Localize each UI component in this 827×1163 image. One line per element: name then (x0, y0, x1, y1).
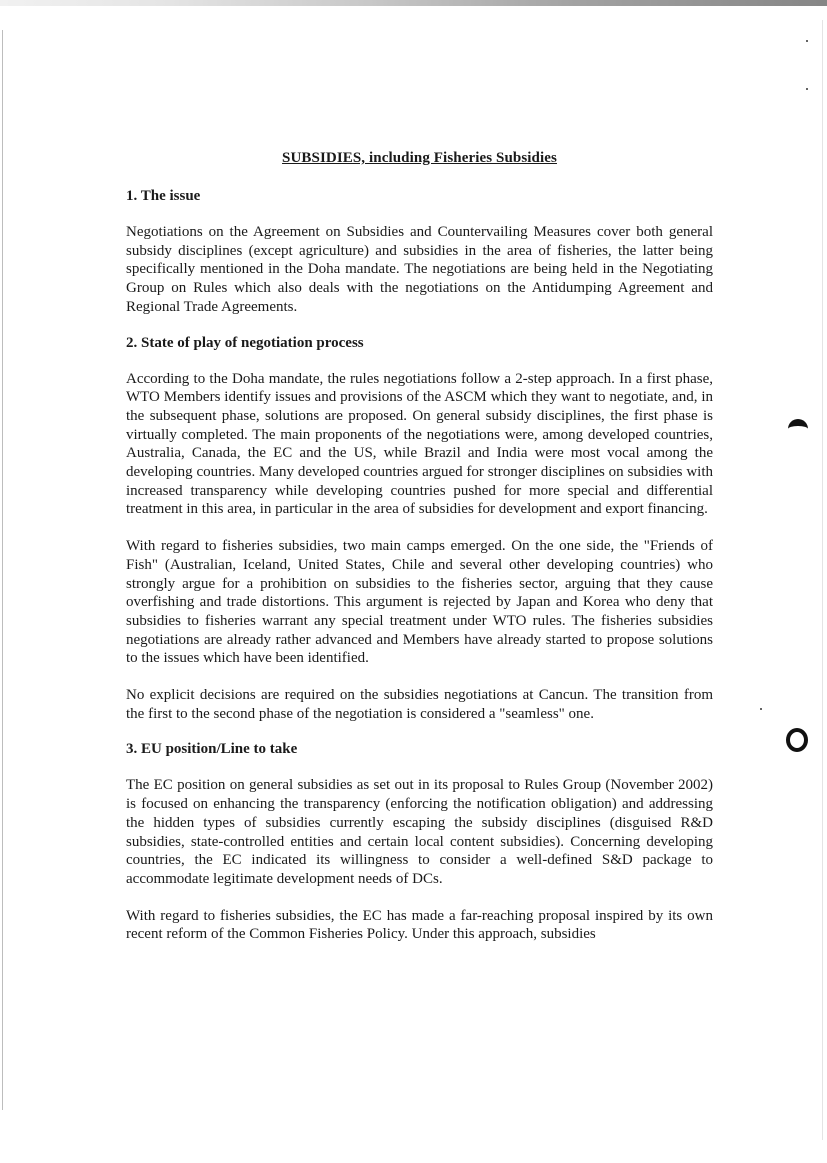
paragraph-fisheries-camps: With regard to fisheries subsidies, two main camps emerged. On the one side, the "Friends of Fish" (Australian, Iceland, United States, Chile and several other developing countries) who strongly argue for a prohibition on subsidies to the fisheries sector, arguing that they cause overfishing and trade distortions. This argument is rejected by Japan and Korea who deny that subsidies to fisheries warrant any special treatment under WTO rules. The fisheries subsidies negotiations are already rather advanced and Members have already started to propose solutions to the issues which have been identified. (126, 538, 713, 667)
paragraph-ec-fisheries: With regard to fisheries subsidies, the EC has made a far-reaching proposal inspired by its own recent reform of the Common Fisheries Policy. Under this approach, subsidies (126, 907, 713, 943)
paragraph-ec-general-subsidies: The EC position on general subsidies as set out in its proposal to Rules Group (November 2002) is focused on enhancing the transparency (enforcing the notification obligation) and addressing the hidden types of subsidies currently escaping the subsidy disciplines (disguised R&D subsidies, state-controlled entities and certain local content subsidies). Concerning developing countries, the EC indicated its willingness to consider a well-defined S&D package to accommodate legitimate development needs of DCs. (126, 777, 713, 887)
scan-edge-top (0, 0, 827, 6)
section-heading-state-of-play: 2. State of play of negotiation process (126, 334, 364, 351)
punch-hole-mark-top (788, 419, 808, 434)
paragraph-issue: Negotiations on the Agreement on Subsidies and Countervailing Measures cover both general subsidy disciplines (except agriculture) and subsidies in the area of fisheries, the latter being specifically mentioned in the Doha mandate. The negotiations are being held in the Negotiating Group on Rules which also deals with the negotiations on the Antidumping Agreement and Regional Trade Agreements. (126, 224, 713, 315)
scan-edge-left (2, 30, 3, 1110)
document-title: SUBSIDIES, including Fisheries Subsidies (282, 150, 557, 166)
scan-speck (806, 88, 808, 90)
scan-edge-right (822, 20, 823, 1140)
scan-speck (806, 40, 808, 42)
document-page (126, 150, 713, 962)
paragraph-cancun: No explicit decisions are required on the subsidies negotiations at Cancun. The transition from the first to the second phase of the negotiation is considered a "seamless" one. (126, 687, 713, 722)
scan-speck (760, 708, 762, 710)
section-heading-issue: 1. The issue (126, 188, 201, 204)
section-heading-eu-position: 3. EU position/Line to take (126, 741, 298, 758)
paragraph-doha-mandate: According to the Doha mandate, the rules negotiations follow a 2-step approach. In a first phase, WTO Members identify issues and provisions of the ASCM which they want to negotiate, and, in the subsequent phase, solutions are proposed. On general subsidy disciplines, the first phase is virtually completed. The main proponents of the negotiations were, among developed countries, Australia, Canada, the EC and the US, while Brazil and India were most vocal among the developing countries. Many developed countries argued for stronger disciplines on subsidies with increased transparency while developing countries pushed for more special and differential treatment in this area, in particular in the area of subsidies for development and export financing. (126, 370, 713, 518)
punch-hole-mark-bottom (786, 728, 808, 752)
